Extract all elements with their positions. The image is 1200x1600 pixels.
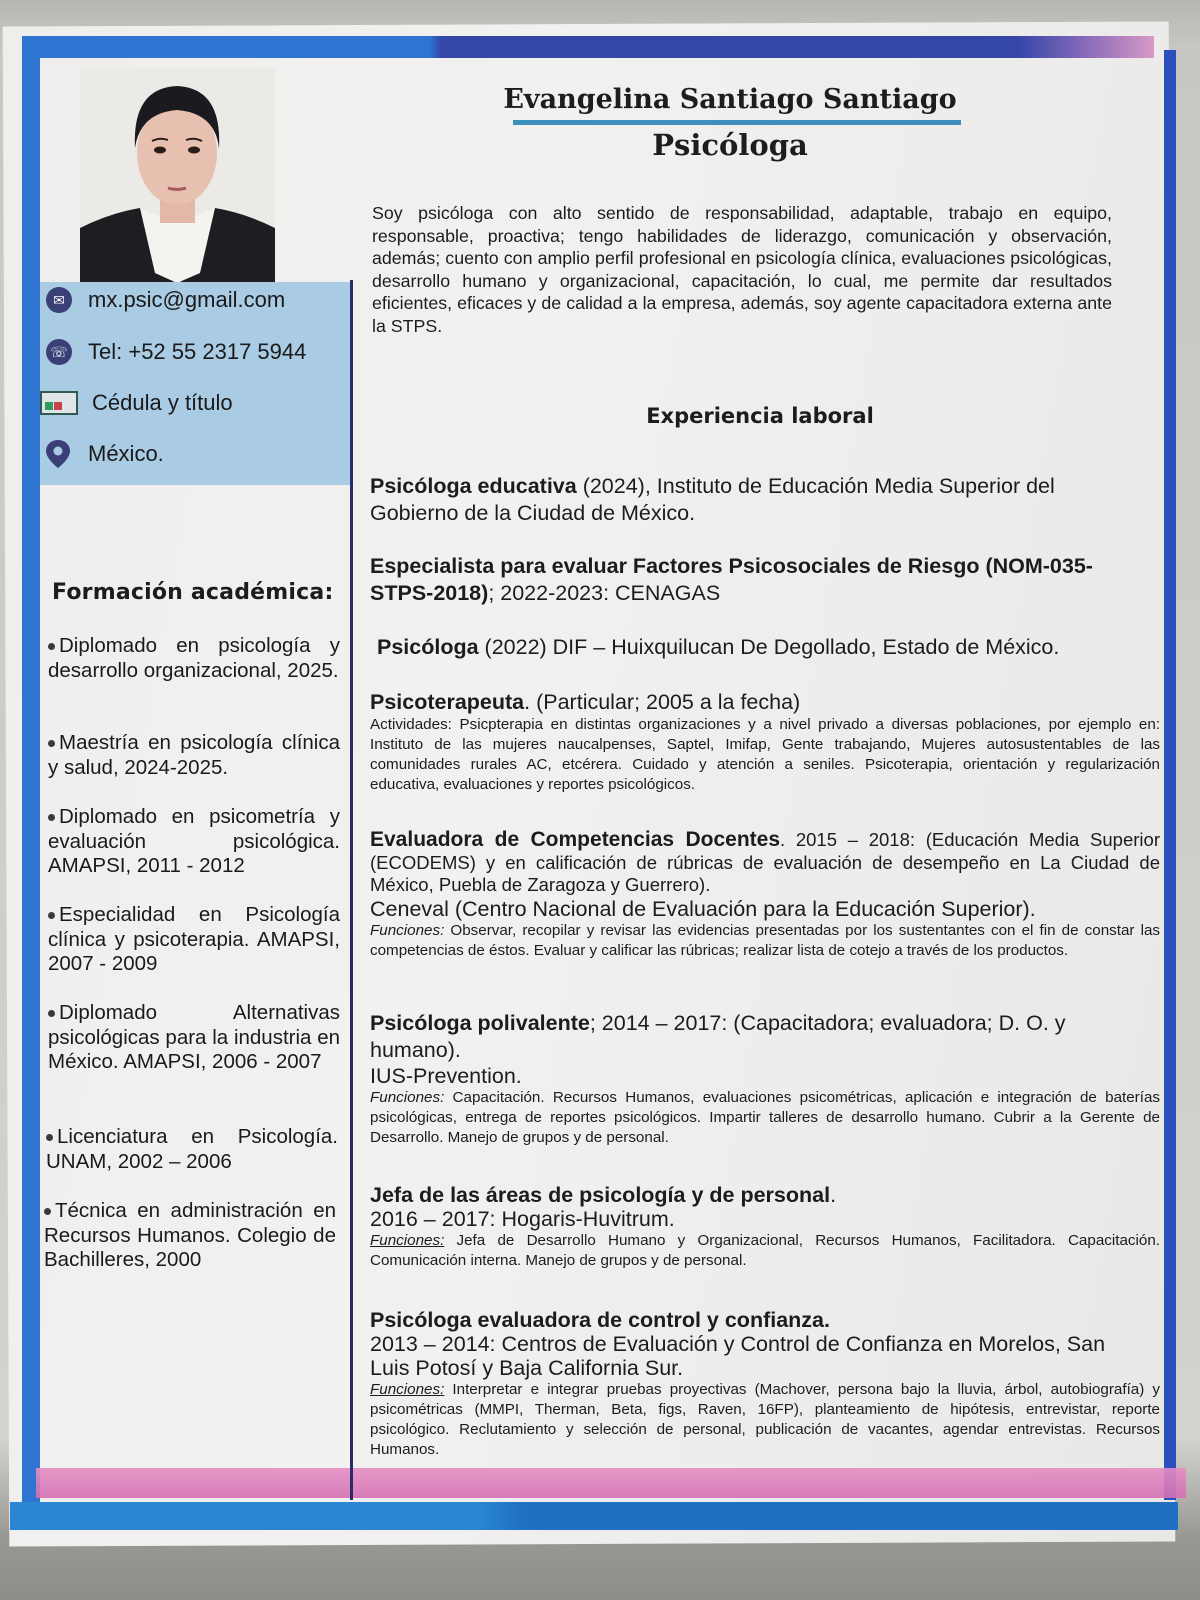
job-role: Psicoterapeuta (370, 690, 525, 714)
credentials-text: Cédula y título (92, 390, 233, 415)
functions-label: Funciones: (370, 1381, 445, 1398)
bullet-icon (48, 643, 55, 650)
education-item: Maestría en psicología clínica y salud, 2024-2025. (48, 731, 340, 779)
job-org: 2016 – 2017: Hogaris-Huvitrum. (370, 1207, 675, 1231)
job-entry (370, 473, 1130, 527)
email-text[interactable]: mx.psic@gmail.com (88, 287, 286, 312)
bullet-icon (48, 1010, 55, 1017)
contact-email[interactable] (46, 287, 285, 313)
location-text: México. (88, 441, 164, 466)
mail-icon: ✉ (46, 287, 72, 313)
portrait-icon (80, 68, 275, 283)
candidate-name: Evangelina Santiago Santiago (503, 84, 957, 115)
location-pin-icon (46, 440, 70, 468)
contact-info-box (40, 282, 350, 485)
job-detail: . (830, 1183, 837, 1207)
job-functions: Jefa de Desarrollo Humano y Organizacional, Recursos Humanos, Facilitadora. Capacitación. Comunicación interna. Manejo de grupos y de personal. (370, 1232, 1160, 1269)
job-detail: . 2015 – 2018: (Educación Media Superior (ECODEMS) y en calificación de rúbricas de evaluación de desempeño en La Ciudad de México, Puebla de Zaragoza y Guerrero). (370, 829, 1160, 895)
education-item: Especialidad en Psicología clínica y psicoterapia. AMAPSI, 2007 - 2009 (48, 903, 340, 975)
contact-phone[interactable] (46, 339, 306, 365)
job-entry (370, 690, 1160, 795)
job-org: IUS-Prevention. (370, 1064, 522, 1088)
pink-footer-band (36, 1468, 1186, 1498)
job-role: Psicóloga polivalente (370, 1011, 590, 1035)
phone-text[interactable]: Tel: +52 55 2317 5944 (88, 339, 307, 364)
id-card-icon (40, 391, 78, 415)
job-detail: (2024), Instituto de Educación Media Superior del Gobierno de la Ciudad de México. (370, 474, 1055, 525)
job-entry (370, 1183, 1160, 1271)
candidate-role: Psicóloga (652, 128, 808, 162)
education-item: Diplomado en psicometría y evaluación psicológica. AMAPSI, 2011 - 2012 (48, 805, 340, 877)
job-role: Psicóloga educativa (370, 474, 577, 498)
bullet-icon (48, 912, 55, 919)
job-role: Psicóloga evaluadora de control y confianza. (370, 1308, 830, 1332)
job-functions: Interpretar e integrar pruebas proyectivas (Machover, persona bajo la lluvia, árbol, autobiografía) y psicométricas (MMPI, Therman, Beta, figs, Raven, 16FP), planteamiento de hipótesis, entrevistar, reporte psicológico. Reclutamiento y selección de personal, publicación de vacantes, agendar entrevistas. Recursos Humanos. (370, 1381, 1160, 1458)
job-org: Ceneval (Centro Nacional de Evaluación para la Educación Superior). (370, 896, 1036, 921)
frame-top-border (22, 36, 1154, 58)
job-entry (377, 634, 1167, 661)
functions-label: Funciones: (370, 921, 445, 939)
job-role: Psicóloga (377, 635, 479, 659)
job-entry (370, 1308, 1160, 1460)
frame-left-border (22, 36, 40, 1506)
functions-label: Funciones: (370, 1232, 445, 1249)
job-entry (370, 553, 1120, 607)
experience-heading: Experiencia laboral (646, 404, 874, 428)
job-org: 2013 – 2014: Centros de Evaluación y Control de Confianza en Morelos, San Luis Potosí y Baja California Sur. (370, 1332, 1106, 1380)
job-detail: ; 2022-2023: CENAGAS (488, 581, 721, 605)
phone-icon: ☏ (46, 339, 72, 365)
job-functions: Capacitación. Recursos Humanos, evaluaciones psicométricas, aplicación e integración de baterías psicológicas, entrega de reportes psicológicos. Impartir talleres de desarrollo humano. Cubrir a la Gerente de Desarrollo. Manejo de grupos y de personal. (370, 1089, 1160, 1146)
education-item: Diplomado en psicología y desarrollo organizacional, 2025. (48, 634, 340, 682)
job-detail: (2022) DIF – Huixquilucan De Degollado, Estado de México. (478, 635, 1060, 659)
education-item: Técnica en administración en Recursos Humanos. Colegio de Bachilleres, 2000 (44, 1199, 336, 1271)
profile-photo (80, 68, 275, 283)
job-entry (370, 1010, 1160, 1148)
job-role: Evaluadora de Competencias Docentes (370, 828, 780, 851)
column-divider (350, 280, 353, 1500)
bullet-icon (44, 1208, 51, 1215)
education-item: Diplomado Alternativas psicológicas para la industria en México. AMAPSI, 2006 - 2007 (48, 1001, 340, 1073)
job-entry (370, 829, 1160, 961)
job-role: Jefa de las áreas de psicología y de personal (370, 1183, 831, 1207)
job-role: Especialista para evaluar Factores Psicosociales de Riesgo (NOM-035-STPS-2018) (370, 554, 1093, 605)
job-description: Actividades: Psicpterapia en distintas organizaciones y a nivel privado a diversas poblaciones, por ejemplo en: Instituto de las mujeres naucalpenses, Saptel, Imifap, Gente trabajando, Mujeres autosustentables de las comunidades rurales AC, etcérera. Cuidado y atención a seniles. Psicoterapia, orientación y regularización educativa, evaluaciones y reportes psicológicos. (370, 716, 1160, 793)
bullet-icon (46, 1134, 53, 1141)
bullet-icon (48, 814, 55, 821)
contact-credentials (40, 390, 233, 416)
profile-summary: Soy psicóloga con alto sentido de responsabilidad, adaptable, trabajo en equipo, responsable, proactiva; tengo habilidades de liderazgo, comunicación y observación, además; cuento con amplio perfil profesional en psicología clínica, evaluaciones psicológicas, desarrollo humano y organizacional, capacitación, lo cual, me permite dar resultados eficientes, eficaces y de calidad a la empresa, además, soy agente capacitadora externa ante la STPS. (372, 203, 1112, 336)
education-item: Licenciatura en Psicología. UNAM, 2002 – 2006 (46, 1125, 338, 1173)
name-underline (513, 120, 961, 125)
frame-right-border (1164, 50, 1176, 1500)
frame-bottom-border (10, 1502, 1178, 1530)
job-detail: ; 2014 – 2017: (Capacitadora; evaluadora; D. O. y humano). (370, 1011, 1066, 1062)
job-functions: Observar, recopilar y revisar las evidencias presentadas por los sustentantes con el fin de constar las competencias de éstos. Evaluar y calificar las rúbricas; realizar lista de cotejo a través de los productos. (370, 921, 1160, 959)
functions-label: Funciones: (370, 1089, 445, 1106)
bullet-icon (48, 740, 55, 747)
education-heading: Formación académica: (52, 580, 334, 605)
job-detail: . (Particular; 2005 a la fecha) (524, 690, 801, 714)
contact-location (44, 440, 164, 468)
